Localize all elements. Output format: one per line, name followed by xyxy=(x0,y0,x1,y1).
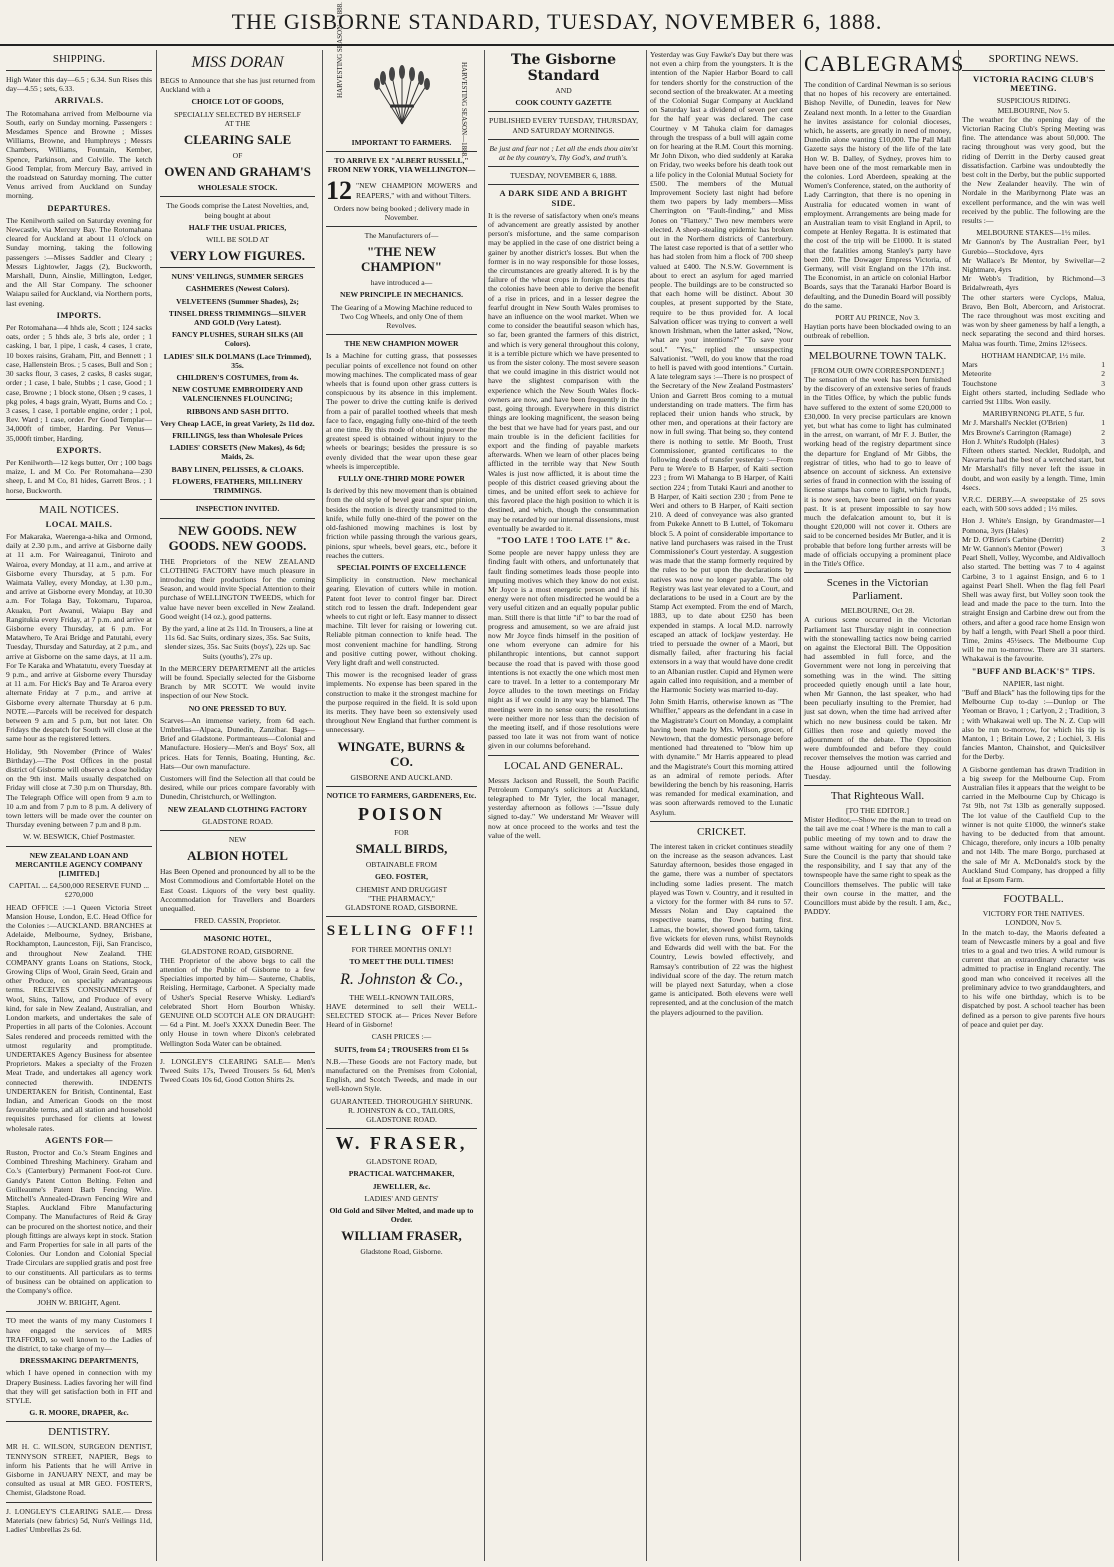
doran-body: BEGS to Announce that she has just returned from Auckland with a xyxy=(160,76,315,95)
special-points: Simplicity in construction. New mechanical gearing. Elevation of cutters while in motion. Patent foot lever to control finger bar. Direct stitch rod to lessen the draft. Independent gear wheels to cut right or left. Easy manner to dissect machine. Tilt lever for raising or lowering cut. Reliable pitman connection to knife head. The most convenient machine for handling. Strong and positive cutting power, without choking. Very light draft and well constructed. xyxy=(326,575,477,667)
fully-body: Is derived by this new movement than is obtained from the old style of bevel gear and spur pinion, besides the motion is directly transmitted to the knife, while fully one-third of the power on the old-fashioned mowing machines is lost by friction while passing through the various gears, pinions, spur wheels, bevel gears, etc., before it reaches the cutters. xyxy=(326,486,477,560)
guaranteed: GUARANTEED. THOROUGHLY SHRUNK. xyxy=(330,1096,473,1106)
melbourne-text: The sensation of the week has been furnished by the discovery of an extensive series of frauds in the Titles Office, by which the public funds have suffered to the extent of some £20,000 to £30,000. In very precise particulars are known yet, but what has come to light has culminated in the arrest, on warrant, of Mr F. J. Butler, the working head of the registry department since the departure for England of Mr Gibbs, the registrar of titles, who had to go to leave of absence on account of sickness. An extensive series of fraud in connection with the issuing of license stamps has come to light, which frauds, it is now seen, have been carried on for years past. It is at present impossible to say how much the defalcation amount to, but it is thought £20,000 will not cover it. Others are said to be concerned besides Mr Butler, and it is probable that before long further arrests will be made of officials occupying a prominent place in the Title's Office. xyxy=(804,374,951,568)
mower-body: Is a Machine for cutting grass, that possesses peculiar points of excellence not found on other mowing machines. The complicated mass of gear wheels that is found upon other grass cutters is conspicuous by its absence in this implement. The power to drive the cutting knife is derived from a pair of parallel toothed wheels that mesh face to face, engaging fully one-third of the teeth at one time. By this mode of obtaining power the greatest speed is obtained without injury to the wheels or bearings; besides the pressure is so evenly divided that the wear upon these gear wheels is imperceptible. xyxy=(326,351,477,471)
list-item: LADIES' CORSETS (New Makes), 4s 6d; Maids, 2s. xyxy=(169,443,306,462)
wingate-burns: WINGATE, BURNS & CO. xyxy=(337,738,466,769)
three-months: FOR THREE MONTHS ONLY! xyxy=(351,945,452,955)
tides-text: High Water this day—6.5 ; 6.34. Sun Rises this day—4.55 ; sets, 6.33. xyxy=(6,75,152,94)
longley-ad-1: J. LONGLEY'S CLEARING SALE.— Dress Materials (new fabrics) 5d, Nun's Veilings 11d, Ladies' Umbrellas 2s 6d. xyxy=(6,1506,152,1535)
issue-date: TUESDAY, NOVEMBER 6, 1888. xyxy=(510,171,617,181)
practical-watchmaker: PRACTICAL WATCHMAKER, xyxy=(348,1169,455,1179)
poison-for: FOR xyxy=(394,827,409,837)
gearing-text: The Gearing of a Mowing Machine reduced to Two Cog Wheels, and only One of them Revolves. xyxy=(330,302,473,331)
list-item: VELVETEENS (Summer Shades), 2s; xyxy=(176,296,299,306)
the-pharmacy: "THE PHARMACY," xyxy=(368,893,435,903)
agents-text: Ruston, Proctor and Co.'s Steam Engines and Combined Threshing Machinery. Graham and Co.'s (Canterbury) Permanent Foot-rot Cure. Gandy's Patent Cotton Belting. Felten and Guilleaume's Patent Barb Fencing Wire. Mitchell's Annealed-Drawn Fencing Wire and Staples. Auckland Fibre Manufacturing Company. The Manufactures of Reid & Gray can be procured on the shortest notice, and their plough fittings are always kept in stock. Station and Farm Properties for sale in all parts of the Colonies. Our London and Colonial Special Trade Circulars are supplied gratis and post free to our constituents. All particulars as to terms of business can be obtained on application to the Company's office. xyxy=(6,1147,152,1295)
old-gold: Old Gold and Silver Melted, and made up to Order. xyxy=(329,1206,474,1225)
placing: 1 xyxy=(1101,418,1105,428)
placing: 3 xyxy=(1101,543,1105,553)
albion-body: Has Been Opened and pronounced by all to be the Most Commodious and Comfortable Hotel on the East Coast. Liquors of the very best quality. Accommodation for Travellers and Boarders unequalled. xyxy=(160,867,315,913)
new-goods-heading: NEW GOODS. NEW GOODS. NEW GOODS. xyxy=(168,522,307,553)
column-1 xyxy=(6,50,152,1561)
mail-signature: W. W. BESWICK, Chief Postmaster. xyxy=(23,832,135,842)
horse-name: Hon J. White's Rudolph (Hales) xyxy=(962,436,1059,446)
placing: 1 xyxy=(1101,237,1105,247)
paper-motto: Be just and fear not ; Let all the ends thou aim'st at be thy country's, Thy God's, and truth's. xyxy=(489,143,638,163)
cablegrams-text: The condition of Cardinal Newman is so serious that no hopes of his recovery are entertained. Bishop Neville, of Dunedin, leaves for New Zealand next month. In a letter to the Guardian he invites assistance for colonial dioceses, which, he asserts, are greatly in need of money, Dunedin alone wanting £10,000. The Pall Mall Gazette says the history of the life of the late Hon W. B. Dalley, of Sydney, proves him to have been one of the most remarkable men in the colonies. Lord Aberdeen, speaking at the Women's Conference, stated, on the authority of Lady Carrington, that there is no opening in Australia for educated women in want of employment. Arrangements are being made for an Australian team to visit England in April, to compete at Henley Regatta. It is estimated that the cost of the trip will be £1000. It is stated that the fatalities among Stanley's party have been 200. The Dowager Empress Victoria, of Germany, will visit England on the 17th inst. The Economist, in an article on colonial Harbor Boards, says that the Taranaki Harbor Board is defaulting, and the Dunedin Board will possibly do the same. xyxy=(804,80,951,310)
albion-hotel: ALBION HOTEL xyxy=(187,848,288,864)
nzcf-body-2: In the MERCERY DEPARTMENT all the articles will be found. Specially selected for the Gisborne Branch by MR SCOTT. We would invite inspection of our New Stock. xyxy=(160,663,315,701)
johnston-signature: R. JOHNSTON & CO., TAILORS, GLADSTONE ROAD. xyxy=(347,1105,456,1125)
table-row xyxy=(962,544,1105,553)
wholesale-stock: WHOLESALE STOCK. xyxy=(197,183,278,193)
agents-signature: JOHN W. BRIGHT, Agent. xyxy=(37,1298,121,1308)
column-7 xyxy=(958,50,1108,1561)
placing: 2 xyxy=(1101,255,1105,265)
table-row xyxy=(962,516,1105,534)
scenes-date: MELBOURNE, Oct 28. xyxy=(840,606,915,616)
fraser-sign-road: Gladstone Road, Gisborne. xyxy=(360,1247,443,1257)
tips-heading: "BUFF AND BLACK'S" TIPS. xyxy=(971,665,1096,676)
albion-new: NEW xyxy=(228,834,247,844)
very-low-figures: VERY LOW FIGURES. xyxy=(170,248,305,264)
horse-name: Mr W. Gannon's Mentor (Power) xyxy=(962,543,1063,553)
horse-name: Mars xyxy=(962,360,978,370)
football-text: In the match to-day, the Maoris defeated a team of Newcastle miners by a goal and five tries to a goal and two tries. A wild rumour is current that an extraordinary character was admitted to practise in England recently. The good man who conceived it receives all the preliminary advice to two granddaughters, and to his wife one birthday, which is to be dispatched by post. A school teacher has been defined as a person to give parents five hours of peace and quiet per day. xyxy=(962,927,1105,1029)
small-birds: SMALL BIRDS, xyxy=(355,841,448,857)
too-late-heading: "TOO LATE ! TOO LATE !" &c. xyxy=(496,534,631,545)
hotham-results xyxy=(962,360,1105,388)
port-au-prince: PORT AU PRINCE, Nov 3. xyxy=(835,313,920,323)
moore-heading: DRESSMAKING DEPARTMENTS, xyxy=(19,1356,139,1366)
arrivals-text: The Rotomahana arrived from Melbourne via South, early on Sunday morning. Passengers : Mesdames Spence and Browne ; Misses Williams, Browne, and Humphreys ; Messrs Chambers, Williams, Fountain, Kember, Spence, Parkinson, and Colville. The ketch Good Templar, from Mercury Bay, arrived in the roadstead on Saturday morning. The cutter Venus arrived from Auckland on Sunday morning. xyxy=(6,108,152,201)
table-row xyxy=(962,369,1105,378)
important-farmers: IMPORTANT TO FARMERS. xyxy=(351,138,452,147)
nzcf-prices: By the yard, a line at 2s 11d. In Trousers, a line at 11s 6d. Sac Suits, ordinary sizes, 35s. Sac Suits, slender sizes, 35s. Sac Suits (boys'), 22s up. Sac Suits (youths'), 27s up. xyxy=(162,623,313,661)
paper-title-and: AND xyxy=(555,86,572,95)
horse-name: Hon J. White's Ensign, by Grandmaster—Pomona, 3yrs (Hales) xyxy=(962,516,1102,535)
johnston-nb: N.B.—These Goods are not Factory made, but manufactured on the Premises from Colonial, English, and Scotch Tweeds, and made in our well-known Style. xyxy=(326,1056,477,1094)
stakes-results xyxy=(962,237,1105,292)
masthead-title: THE GISBORNE STANDARD, TUESDAY, NOVEMBER 6, 1888. xyxy=(231,9,883,34)
chemist-druggist: CHEMIST AND DRUGGIST xyxy=(355,884,448,894)
harvesting-label-right: HARVESTING SEASON—1888. xyxy=(459,62,468,158)
masonic-hotel: MASONIC HOTEL, xyxy=(203,934,272,944)
clearing-at: AT THE xyxy=(224,118,251,128)
horse-name: Touchstone xyxy=(962,378,997,388)
new-champion: "THE NEW CHAMPION" xyxy=(361,244,442,275)
vrc-date: MELBOURNE, Nov 5. xyxy=(997,105,1070,115)
scenes-text: A curious scene occurred in the Victorian Parliament last Thursday night in connection with the stonewalling tactics now being carried on against the Electoral Bill. The Opposition had assembled in full force, and the Government were not long in perceiving that something was in the wind. The sitting proceeded quietly enough until a late hour, when Mr Gannon, the last speaker, who had been peculiarly insulting to the Premier, had just sat down, when the time had arrived after which no new business could be taken. Mr Gillies then rose and quietly moved the adjournment of the debate. The Opposition were dumbfounded and before they could recover themselves the motion was carried and the House adjourned until the following Tuesday. xyxy=(804,615,951,781)
leader-1: It is the reverse of satisfactory when one's means of advancement are greatly assisted by another person's misfortune, and the same comparison may be applied in the case of one district being a gainer by another district's losses. But when the former is in no way responsible for those losses, the circumstances are greatly altered. It is by the failure of the wheat crops in foreign places that the colonies have been able to derive the benefit of a rise in prices, and in a lesser degree the fearful drought in New South Wales promises to have an influence on the wool market. When we come to consider the beautiful season which has, so far, been granted the farmers of this district, and which is very general throughout this colony, it is a terrible picture which we have presented to us from the sister colony. The most severe season that we could imagine in this district would not have the slightest comparison with the experience which the New South Wales flock-owners are now, and have been frequently in the past, going through. Everywhere in this district things are looking magnificent, the season being the best that we have had for years past, and our main trouble is in the deficient facilities for export and the finding of payable markets afterwards. When we learn of other places being afflicted in the terrible way that New South Wales is just now afflicted, it is about time the people of this district ceased grieving about the times, and be united effort seek to achieve for this favored place the high position to which it is destined, and which, though the consummation may be retarded by our internal dissensions, must eventually be awarded to it. xyxy=(488,210,639,533)
local-notes: Yesterday was Guy Fawke's Day but there was not even a chirp from the youngsters. It is the intention of the Napier Harbor Board to call for tenders shortly for the construction of the second section of the breakwater. At a meeting of the Colonial Sugar Company at Auckland on Saturday last a dividend of seven per cent for the half year was declared. The case Courtney v M Tahuka claim for damages through the trespass of a bull will again come on for hearing at the R.M. Court this morning. Mr John Dixon, who died suddenly at Karaka on Friday, two weeks before his death took out a life policy in the Colonial Mutual Society for £500. The members of the Mutual Improvement Society last night had before them two papers by lady members—Miss Cherrington on "Fault-finding," and Miss Jones on "Flattery." Two new members were elected. A sheep-stealing epidemic has broken out in the Northern districts of Canterbury. The latest case reported is that of a settler who has had stolen from him a flock of 700 sheep valued at £400. The N.S.W. Government is about to erect an asylum for aged married people. The buildings are to be constructed so that each home will be distinct. About 30 couples, at present supported by the State, require to be thus provided for. A local Salvation officer was trying to convert a well known Irishman, when the latter asked, "Now, what are your intentions?" "To save your soul." "Yes," replied the unsuspecting Salvationist. "Well, do you know that the road to hell is paved with good intentions." Curtain. A late telegram says :—There is no prospect of the Secretary of the New Zealand Postmasters' Union and Garrett Bros coming to a mutual understanding on trade matters. The firm has replaced their union hands who struck, by other men, and operations at their factory are now in full swing. That being so, they contend there is nothing to settle. Mr Booth, Trust Commissioner, granted certificates to the following deeds of transfer yesterday :—From Peru te Were'e to B Harper, of Kaiti section 223 ; from Wi Mahanga to B Harper, of Kaiti section 224 ; from Tutaki Kauri and another to B Harper, of Kaiti section 230 ; from Pene te Weri and others to B Harper, of Kaiti section 210. A deed of conveyance was also granted from Pukeke Annett to B Luttel, of Tokomaru block 5. A point of considerable importance to native land purchasers was raised in the Trust Commissioner's Court yesterday. A suggestion was made that the stamp formerly required by the rules to be put upon the declarations by natives was now no longer payable. The old Registry was last year elevated to a Court, and declarations to be used in a Court are by the Stamp Act exempted. From the end of March, 1883, up to date about £250 has been expended in stamps. A local M.D. narrowly escaped an attack of lockjaw yesterday. He tried to persuade the owner of a Maori, but dismally failed, after fracturing his facial extensors in a way that would have done credit to an Albanian rustler. Cupid and Hymen were again called into requisition, and a member of the Harmonic Society was married to-day. xyxy=(650,50,793,695)
geo-foster: GEO. FOSTER, xyxy=(375,872,428,882)
list-item: Very Cheap LACE, in great Variety, 2s 11d doz. xyxy=(160,418,315,428)
vrc-heading: VICTORIA RACING CLUB'S MEETING. xyxy=(972,74,1095,94)
dull-times: TO MEET THE DULL TIMES! xyxy=(349,957,454,967)
suits-prices: SUITS, from £4 ; TROUSERS from £1 5s xyxy=(334,1044,469,1054)
fraser-road: GLADSTONE ROAD, xyxy=(366,1157,437,1167)
special-points-heading: SPECIAL POINTS OF EXCELLENCE xyxy=(336,562,467,572)
doran-selected: SPECIALLY SELECTED BY HERSELF xyxy=(174,109,301,119)
column-2 xyxy=(156,50,318,1561)
horse-name: Mr Gannon's by The Australian Peer, by Gurebio—Stockdove, 4yrs xyxy=(962,237,1102,256)
derby-heading: V.R.C. DERBY.—A sweepstake of 25 sovs each, with 500 sovs added ; 1½ miles. xyxy=(962,494,1105,514)
horse-name: Mr Wallace's Br Mentor, by Swivellar—Nightmare, 4yrs xyxy=(962,255,1102,275)
exports-heading: EXPORTS. xyxy=(56,444,102,455)
table-row xyxy=(962,428,1105,437)
mail-text: For Makaraka, Waerenga-a-hika and Ormond, daily at 2.30 p.m., and arrive at Gisborne daily at 11 a.m. For Waireaganui, Tiniroto and Wairoa, every Monday, at 11 a.m., and arrive at Gisborne every Thursday, at 5 p.m. For Waimata Valley, every Monday, at 1.30 p.m., and arrive at Gisborne every Monday, at 10.30 a.m. For Tolaga Bay, Tokomaru, Tuparoa, Akuaku, Port Awanui, Waiapu Bay and Rangitukia every Friday, at 7 p.m. and arrive at Gisborne every Thursday, at 6 p.m. For Matawhero, Te Arai Bridge and Patutahi, every Tuesday, Thursday and Saturday, at 2 p.m., and arrive at Gisborne on the same days, at 11 a.m. For Te Karaka and Whatatutu, every Tuesday at 9 p.m., and arrive at Gisborne every Thursday at 11 a.m. For Hick's Bay and Te Araroa every alternate Friday at 7 p.m., and arrive at Gisborne every alternate Thursday at 6 p.m. NOTE.—Parcels will be received for despatch between 9 a.m and 5 p.m, but not later. On Fridays the despatch for South will close at the same hour as the registered letters. xyxy=(6,531,152,744)
imports-heading: IMPORTS. xyxy=(56,309,102,320)
list-item: FRILLINGS, less than Wholesale Prices xyxy=(172,431,303,441)
list-item: FANCY PLUSHES, SURAH SILKS (All Colors). xyxy=(171,330,303,349)
half-price: HALF THE USUAL PRICES, xyxy=(188,222,287,232)
goods-comprise: The Goods comprise the Latest Novelties, and, being bought at about xyxy=(166,201,309,220)
horse-name: Meteorite xyxy=(962,369,992,379)
list-item: NEW COSTUME EMBROIDERY AND VALENCIENNES FLOUNCING; xyxy=(172,385,303,404)
ladies-gents: LADIES' AND GENTS' xyxy=(364,1193,439,1203)
shipping-heading: SHIPPING. xyxy=(52,53,106,65)
nzcf-body-3: Customers will find the Selection all that could be desired, while our prices compare favorably with Dunedin, Christchurch, or Wellington. xyxy=(160,773,315,802)
derby-results xyxy=(962,516,1105,553)
arrivals-heading: ARRIVALS. xyxy=(54,95,104,106)
table-row xyxy=(962,256,1105,274)
page-masthead xyxy=(0,0,1114,46)
melbourne-town-talk: MELBOURNE TOWN TALK. xyxy=(808,349,947,362)
leader-2: Some people are never happy unless they are finding fault with others, and unfortunately that fault finding sometimes leads those people into imputing motives which they know do not exist. Mr Joyce is a most energetic person and if his energy were not often misdirected he would be a very useful citizen and an equally popular public man. Still there is that little "if" to bar the road of progress and amusement, so we are afraid just now Mr Joyce finds himself in the position of one whom everyone can admire for his philanthropic intentions, but cannot support because the road that is paved with those good intentions is not exactly the one which most men care to travel. In a letter to a contemporary Mr Joyce alludes to the town meetings on Friday night as if we could in any way be blamed. The meetings were in no sense ours; the resolutions were neither more nor less than the decision of the meeting itself, and if those resolutions were passed too late it was not from want of notice given in our columns beforehand. xyxy=(488,548,639,751)
champion-mowers: "NEW CHAMPION MOWERS and REAPERS," with and without Tilters. xyxy=(356,181,477,200)
owen-graham: OWEN AND GRAHAM'S xyxy=(164,164,311,180)
published-days: PUBLISHED EVERY TUESDAY, THURSDAY, AND SATURDAY MORNINGS. xyxy=(488,116,639,135)
suspicious-riding: SUSPICIOUS RIDING. xyxy=(996,96,1071,106)
list-item: CASHMERES (Newest Colors). xyxy=(185,284,290,294)
gazette-title: COOK COUNTY GAZETTE xyxy=(515,98,612,108)
cricket-text: The interest taken in cricket continues steadily on the increase as the season advances. Last Saturday afternoon, besides those engaged in the game, there was a number of spectators including some ladies present. The match played was Town v. Country, and it resulted in a victory for the former with 84 runs to 57. Messrs Nolan and Day captained the respective teams, the Town batting first. Lamas, the bowler, showed good form, taking five wickets for eleven runs, whilst Reynolds and Edwards did well with the bat. For the Country, Lewis bowled effectively, and Ramsay's contribution of 22 was the highest individual score of the day. The return match will be played next Saturday, when a close game is anticipated. Both elevens were well represented, and at the conclusion of the match the players adjourned to the pavilion. xyxy=(650,841,793,1017)
list-item: BABY LINEN, PELISSES, & CLOAKS. xyxy=(171,464,304,474)
horse-name: Mr Webb's Tradition, by Richmond—Bridalwreath, 4yrs xyxy=(962,274,1102,293)
sporting-notes: A Gisborne gentleman has drawn Tradition in a big sweep for the Melbourne Cup. From Australian files it appears that the weight to be carried in the Melbourne Cup by Chicago is 7st 9lb, not 7st 13lb as generally supposed. The lot value of the Caulfield Cup to the winner is not quite £1000, the winner's stake having to be deducted from that amount. Chicago, therefore, only incurs a 10lb penalty and not 14lb. The mare Borgo, purchased at the sale of Mr A. McDonald's stock by the Auckland Stud Company, has dropped a filly foal at Epsom Farm. xyxy=(962,764,1105,885)
vrc-body: The weather for the opening day of the Victorian Racing Club's Spring Meeting was fine. The attendance was about 50,000. The racing throughout was very good, but the riding of Derritt in the Derby caused great dissatisfaction. Carbine was undoubtedly the best colt in the Derby, but the public supported the New Zealander heavily. The win of Nordale in the Maribyrnong Plate was an excellent performance, and the win was well received by the public. The following are the results :— xyxy=(962,114,1105,226)
placing: 1 xyxy=(1101,516,1105,526)
holiday-text: Holiday, 9th November (Prince of Wales' Birthday).—The Post Offices in the postal district of Gisborne will observe a close holiday on the 9th inst. Mails usually despatched on Friday will close at 7.30 p.m on Thursday, 8th. The Telegraph Office will open from 9 a.m to 10 a.m and from 7 p.m to 8 p.m. A delivery of town letters will be made over the counter on Thursday evening between 7 p.m and 8 p.m. xyxy=(6,746,152,830)
nz-loan-heading: NEW ZEALAND LOAN AND MERCANTILE AGENCY COMPANY [LIMITED.] xyxy=(15,850,143,879)
mail-notices-heading: MAIL NOTICES. xyxy=(39,503,119,516)
notice-farmers: NOTICE TO FARMERS, GARDENERS, Etc. xyxy=(326,790,477,800)
placing: 3 xyxy=(1101,274,1105,284)
nz-loan-body: HEAD OFFICE :—1 Queen Victoria Street Mansion House, London, E.C. Head Office for the Colonies :—AUCKLAND. BRANCHES at Adelaide, Melbourne, Sydney, Brisbane, Rockhampton, Launceston, Fiji, San Francisco, and throughout New Zealand. THE COMPANY grants Loans on Stations, Stock, Growing Clips of Wool, Grain Seed, Grain and other Produce, on specially advantageous terms. RECEIVES CONSIGNMENTS of Wool, Skins, Tallow, and Produce of every kind, for sale in New Zealand, Australian, and London markets, and undertakes the sale of Properties in all parts of the Colonies. Account Sales rendered and proceeds remitted with the utmost regularity and promptitude. UNDERTAKES Agency Business for absentee Proprietors. Makes a specialty of the Frozen Meat Trade, and undertakes all agency work connected therewith. INDENTS UNDERTAKEN for British, Continental, East Indian, and American Goods on the most favourable terms, and all station and household requisites purchased for clients at lowest wholesale rates. xyxy=(6,902,152,1133)
righteous-wall-heading: That Righteous Wall. xyxy=(830,790,925,803)
mower-heading: THE NEW CHAMPION MOWER xyxy=(344,339,459,349)
inspection-invited: INSPECTION INVITED. xyxy=(195,504,280,514)
manufacturers-of: The Manufacturers of— xyxy=(364,231,439,241)
clearing-of: OF xyxy=(232,151,243,161)
list-item: FLOWERS, FEATHERS, MILLINERY TRIMMINGS. xyxy=(172,476,303,496)
stakes-body: The other starters were Cyclops, Malua, Bravo, Ben Bolt, Abercorn, and Aristocrat. The race throughout was most exciting and was won by sheer gameness by half a length, a neck separating the second and third horses. Malua was fourth. Time, 2mins 12½secs. xyxy=(962,292,1105,348)
dark-side-heading: A DARK SIDE AND A BRIGHT SIDE. xyxy=(499,188,628,208)
well-known-tailors: THE WELL-KNOWN TAILORS, xyxy=(349,992,454,1002)
maribyrnong-heading: MARIBYRNONG PLATE, 5 fur. xyxy=(982,409,1085,419)
albion-signature: FRED. CASSIN, Proprietor. xyxy=(194,916,281,926)
righteous-wall-text: Mister Heditor,—Show me the man to tread on the tail ave me coat ! Where is the man to call a public meeting of my town and to draw the same without waiting for any one of them ? Sure the Council is the party that should take the responsibility, and I say that any of the townspeople have the same right to speak as the Councillors themselves. The public will take their own course in the matter, and the Councillors must abide by the result. I am, &c., PADDY. xyxy=(804,815,951,917)
hotham-heading: HOTHAM HANDICAP, 1½ mile. xyxy=(981,350,1086,360)
maribyrnong-results xyxy=(962,418,1105,446)
table-row xyxy=(962,437,1105,446)
table-row xyxy=(962,379,1105,388)
nzcf-list: Scarves—An immense variety, from 6d each. Umbrellas—Alpaca, Dunedin, Zanzibar. Bags—Brief and Gladstone. Portmanteaus—Colonial and Manufacture. Hosiery—Men's and Boys' Sox, all prices. Hats for Tennis, Boating, Hunting, &c. Hats—Our own manufacture. xyxy=(160,715,315,771)
horse-name: Mr D. O'Brien's Carbine (Derritt) xyxy=(962,534,1064,544)
exports-text: Per Kenilworth—12 kegs butter, Orr ; 100 bags maize, L and M Co. Per Rotomahana—230 sheep, L and M Co, 81 hides, Garrett Bros. ; 1 horse, Buckworth. xyxy=(6,457,152,495)
nzcf-road: GLADSTONE ROAD. xyxy=(202,816,273,826)
harvesting-label-left: HARVESTING SEASON—1888. xyxy=(335,2,344,98)
placing: 3 xyxy=(1101,378,1105,388)
placing: 3 xyxy=(1101,436,1105,446)
imports-text: Per Rotomahana—4 hhds ale, Scott ; 124 sacks oats, order ; 5 hhds ale, 3 brls ale, order ; 1 casking, 1 bar, 1 pipe, 1 cask, 4 cases, 1 crate, 10 boxes raisins, Graham, Pitt, and Bennett ; 1 case, Hallenstein Bros. ; 5 cases, Bull and Son ; 30 sacks flour, 3 cases, 2 casks, 8 casks sugar, order ; 1 case, 1 bale, Stubbs ; 1 case, Good ; 1 case, Browne ; 1 block stone, Olsen ; 9 cases, 1 pkg poles, 4 bags grain, Wyatt, Burns and Co. ; 3 cases, 1 case, 1 portable engine, order ; 1 pol, Rev. Ward ; 1 case, order. Per Good Templar—34,000ft of timber, Harding. Per Venus—35,000ft timber, Harding. xyxy=(6,323,152,443)
no-one-pressed: NO ONE PRESSED TO BUY. xyxy=(188,703,287,713)
table-row xyxy=(962,535,1105,544)
local-notes-2: John Smith Harris, otherwise known as "The Whiffler," appears as the defendant in a case in the Magistrate's Court on Monday, a complaint having been made by Mrs. Wilson, grocer, of Newtown, that the domestic personage before mentioned had threatened to "blow him up with dynamite." Mr Harris appeared to plead and the Magistrate's Court this morning attired as an admiral of remote periods. After bewildering the bench by his reasoning, Harris was remanded for medical examination, and was soon afterwards removed to the Lunatic Asylum. xyxy=(650,697,793,817)
placing: 2 xyxy=(1101,427,1105,437)
column-5 xyxy=(646,50,796,1561)
sporting-news-heading: SPORTING NEWS. xyxy=(988,53,1079,65)
nzcf-name: NEW ZEALAND CLOTHING FACTORY xyxy=(167,804,308,814)
maribyrnong-body: Fifteen others started. Necklet, Rudolph, and Navarreria had the best of a wretched start, but Mr Marshall's filly never left the issue in doubt, and won easily by a length. Time, 1min 4secs. xyxy=(962,445,1105,492)
doran-item-list xyxy=(160,272,315,495)
list-item: CHILDREN'S COSTUMES, from 4s. xyxy=(176,373,299,383)
horse-name: Mrs Browne's Carrington (Ramage) xyxy=(962,427,1072,437)
placing: 2 xyxy=(1101,369,1105,379)
fraser-heading: W. FRASER, xyxy=(335,1133,468,1154)
hotham-body: Eight others started, including Sedlade who carried 9st 11lbs. Won easily. xyxy=(962,387,1105,406)
have-introduced: have introduced a— xyxy=(370,278,433,288)
agents-heading: AGENTS FOR— xyxy=(45,1134,113,1145)
clearing-sale: CLEARING SALE xyxy=(183,132,292,148)
cablegrams-text-2: Haytian ports have been blockaded owing to an outbreak of rebellion. xyxy=(804,322,951,341)
fully-one-third: FULLY ONE-THIRD MORE POWER xyxy=(338,474,465,484)
cablegrams-heading: CABLEGRAMS xyxy=(804,51,965,76)
nz-loan-capital: CAPITAL ... £4,500,000 RESERVE FUND ... £270,000 xyxy=(8,881,150,900)
wingate-place: GISBORNE AND AUCKLAND. xyxy=(350,772,453,782)
horse-name: Mr J. Marshall's Necklet (O'Brien) xyxy=(962,418,1068,428)
placing: 2 xyxy=(1101,534,1105,544)
placing: 1 xyxy=(1101,360,1105,370)
orders-booked: Orders now being booked ; delivery made in November. xyxy=(333,203,470,222)
to-the-editor: [TO THE EDITOR.] xyxy=(845,806,910,816)
masonic-body: THE Proprietor of the above begs to call the attention of the Public of Gisborne to a few Specialties imported by him— Sauterne, Chablis, Reisling, Hermitage, Carbonet. A Specialty made of Usher's Special Reserve Whisky. Lediard's celebrated Short Horn Bourbon Whisky. GENUINE OLD SCOTCH ALE ON DRAUGHT:— 6d a Pint. M. Joel's XXXX Dunedin Beer. The only House in town where Dixon's celebrated Wellington Soda Water can be obtained. xyxy=(160,955,315,1048)
cash-prices: CASH PRICES :— xyxy=(371,1032,432,1042)
will-be-sold: WILL BE SOLD AT xyxy=(206,235,269,245)
masonic-road: GLADSTONE ROAD, GISBORNE. xyxy=(181,946,294,956)
poison-heading: POISON xyxy=(357,803,445,824)
list-item: LADIES' SILK DOLMANS (Lace Trimmed), 35s. xyxy=(163,351,312,370)
column-4 xyxy=(484,50,642,1561)
dentistry-text: MR H. C. WILSON, SURGEON DENTIST, TENNYSON STREET, NAPIER, Begs to inform his Patients that he will Arrive in Gisborne in JANUARY NEXT, and may be consulted as usual at MR GEO. FOSTER'S, Chemist, Gladstone Road. xyxy=(6,1442,152,1498)
table-row xyxy=(962,237,1105,255)
selling-off: SELLING OFF!! xyxy=(326,923,477,940)
twelve-numeral: 12 xyxy=(326,175,352,205)
departures-heading: DEPARTURES. xyxy=(47,202,111,213)
moore-body-2: which I have opened in connection with my Drapery Business. Ladies favoring her will find that they will get satisfaction both in FIT and STYLE. xyxy=(6,1368,152,1406)
table-row xyxy=(962,360,1105,369)
list-item: RIBBONS AND SASH DITTO. xyxy=(186,406,289,416)
new-principle: NEW PRINCIPLE IN MECHANICS. xyxy=(339,290,464,300)
twelve-champion-row xyxy=(326,175,477,205)
table-row xyxy=(962,418,1105,427)
johnston-heading: R. Johnston & Co., xyxy=(340,970,463,988)
longley-ad-2: J. LONGLEY'S CLEARING SALE— Men's Tweed Suits 17s, Tweed Trousers 5s 6d, Men's Tweed Coats 10s 6d, Good Cotton Shirts 2s. xyxy=(160,1056,315,1085)
tips-date: NAPIER, last night. xyxy=(1002,678,1065,688)
mower-close: This mower is the recognised leader of grass implements. No expense has been spared in the construction to make it the strongest machine for the purpose required in the field. It is sold upon its merits. They have been so extensively used throughout New England that further comment is unnecessary. xyxy=(326,670,477,735)
local-general-heading: LOCAL AND GENERAL. xyxy=(503,759,624,772)
local-mails-heading: LOCAL MAILS. xyxy=(45,518,113,529)
departures-text: The Kenilworth sailed on Saturday evening for Newcastle, via Mercury Bay. The Rotomahana cleared for Auckland at about 11 o'clock on Sunday morning, taking the following passengers :—Misses Saddler and Cleary ; Messrs Lightowler, Jaggs (2), Buckworth, Marshall, Dunn, Ainslie, Millington, Ledger, and the All Star Company. The schooner Waiapu sailed for Auckland, via Northern ports, last evening. xyxy=(6,215,152,308)
football-heading: FOOTBALL. xyxy=(1003,893,1064,906)
tips-text: "Buff and Black" has the following tips for the Melbourne Cup to-day :—Dunlop or The Yeoman or Bravo, 1 ; Carlyon, 2 ; Tradition, 3 ; with Whakawai well up. The N. Z. Cup will also be run to-morrow, for which his tip is Manton, 1 ; Britain Lowe, 2 ; Lochiel, 3. His fancies Manton, Chainshot, and Quicksilver for the Derby. xyxy=(962,688,1105,762)
nzcf-body: THE Proprietors of the NEW ZEALAND CLOTHING FACTORY have much pleasure in introducing their productions for the coming Season, and would invite Special Attention to their purchase of WELLINGTON TWEEDS, which for value have never been excelled in New Zealand. Good weight (14 oz.), good patterns. xyxy=(160,556,315,621)
moore-body: TO meet the wants of my many Customers I have engaged the services of MRS TRAFFORD, so well known to the Ladies of the district, to take charge of my— xyxy=(6,1316,152,1353)
cricket-heading: CRICKET. xyxy=(697,825,746,838)
jeweller: JEWELLER, &c. xyxy=(372,1181,431,1191)
foster-road: GLADSTONE ROAD, GISBORNE. xyxy=(345,902,458,912)
column-3 xyxy=(322,2,480,1561)
list-item: TINSEL DRESS TRIMMINGS—SILVER AND GOLD (Very Latest). xyxy=(168,308,307,328)
dentistry-heading: DENTISTRY. xyxy=(48,1426,110,1439)
local-text: Messrs Jackson and Russell, the South Pacific Petroleum Company's solicitors at Auckland, telegraphed to Mr Tyler, the local manager, yesterday afternoon as follows :—"Issue duly signed to-day." We understand Mr Weaver will now at once proceed to the works and test the value of the well. xyxy=(488,775,639,840)
football-date: LONDON, Nov 5. xyxy=(1005,918,1062,928)
own-correspondent: [FROM OUR OWN CORRESPONDENT.] xyxy=(811,365,944,375)
football-sub: VICTORY FOR THE NATIVES. xyxy=(982,909,1085,919)
column-6 xyxy=(800,50,965,1561)
stakes-heading: MELBOURNE STAKES—1½ miles. xyxy=(976,228,1091,238)
doran-choice: CHOICE LOT OF GOODS, xyxy=(191,97,284,107)
obtainable-from: OBTAINABLE FROM xyxy=(365,860,438,870)
to-arrive: TO ARRIVE EX "ALBERT RUSSELL," FROM NEW YORK, VIA WELLINGTON— xyxy=(327,156,476,175)
johnston-body: HAVE determined to sell their WELL-SELECTED STOCK at— Prices Never Before Heard of in Gisborne! xyxy=(326,1001,477,1030)
derby-body: Pearl Shell, Volley, Wycombe, and Aldivalloch also started. The betting was 7 to 4 against Carbine, 3 to 1 against Ensign, and 6 to 1 against Pearl Shell. When the flag fell Pearl Shell was away first, but Volley soon took the lead and made the pace to the turn. Into the straight Ensign and Carbine drew out from the others, and after a good race home Ensign won by half a length, with Pearl Shell a poor third. Time, 2mins 45½secs. The Melbourne Cup will be run to-morrow. There are 31 starters. Whakawai is the favourite. xyxy=(962,553,1105,664)
list-item: NUNS' VEILINGS, SUMMER SERGES xyxy=(171,272,304,282)
fraser-signature: WILLIAM FRASER, xyxy=(341,1228,462,1244)
scenes-heading: Scenes in the Victorian Parliament. xyxy=(826,577,929,603)
miss-doran-heading: MISS DORAN xyxy=(191,54,284,71)
table-row xyxy=(962,274,1105,292)
moore-signature: G. R. MOORE, DRAPER, &c. xyxy=(29,1408,129,1418)
paper-title: The Gisborne Standard xyxy=(510,52,617,84)
